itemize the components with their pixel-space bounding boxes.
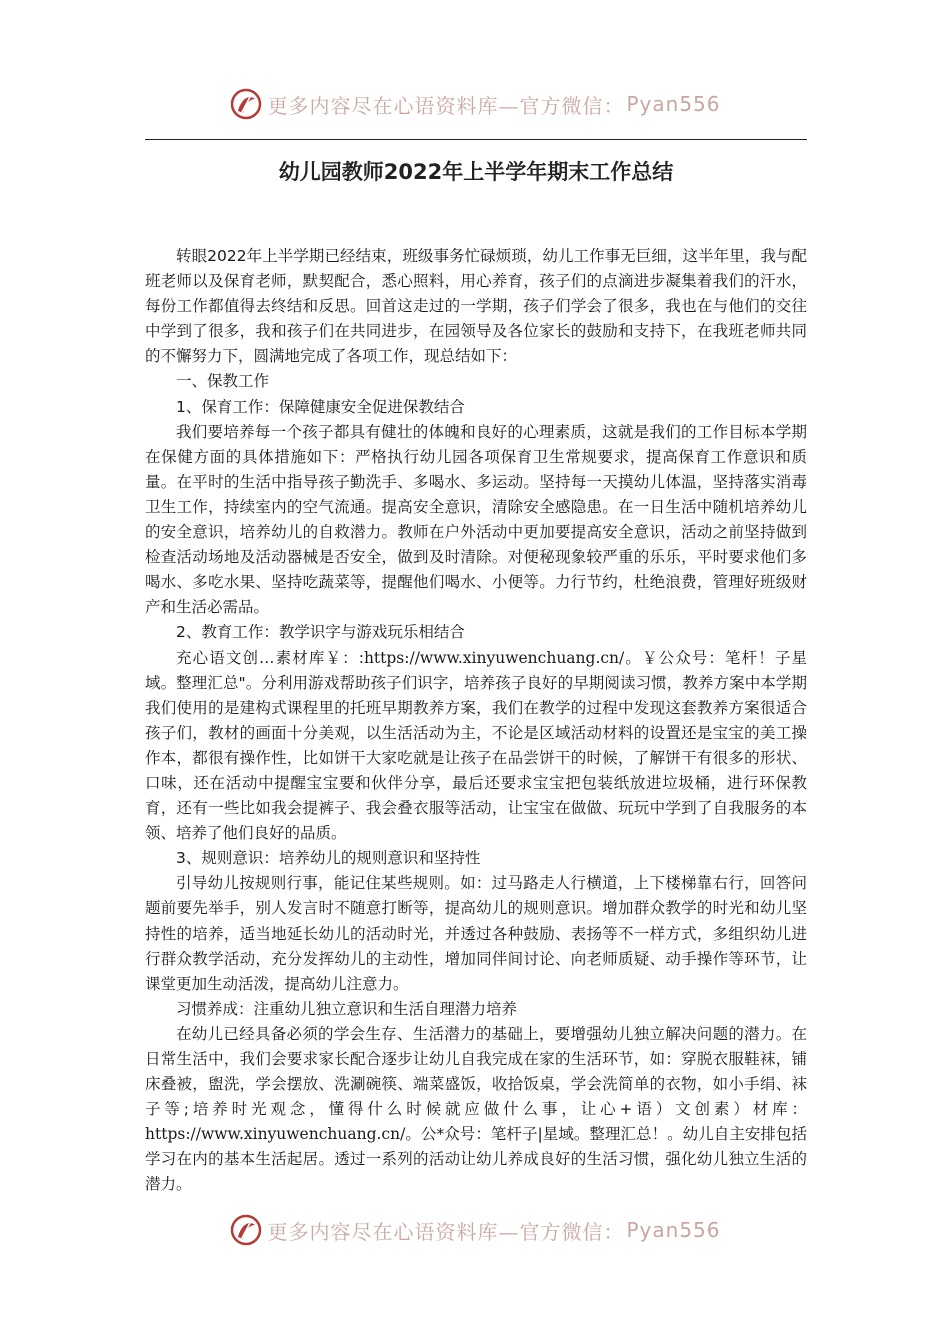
document-title: 幼儿园教师2022年上半学年期末工作总结	[278, 160, 674, 184]
edu-lead-text: 充心语文创…素材库￥：:	[176, 648, 364, 667]
banner-wechat-id: Pyan556	[626, 92, 721, 116]
subheading-care-work: 1、保育工作：保障健康安全促进保教结合	[176, 397, 465, 416]
banner-text: 更多内容尽在心语资料库—官方微信：	[267, 93, 625, 118]
paragraph-education-work	[145, 646, 807, 847]
footer-watermark-banner	[0, 1210, 950, 1250]
habit-url-text: https://www.xinyuwenchuang.cn/	[145, 1125, 406, 1144]
subheading-habit-forming: 习惯养成：注重幼儿独立意识和生活自理潜力培养	[176, 999, 518, 1018]
header-divider	[145, 139, 807, 140]
paragraph-habit-forming	[145, 1022, 807, 1198]
habit-lead-text: 在幼儿已经具备必须的学会生存、生活潜力的基础上，要增强幼儿独立解决问题的潜力。在日常生活中，我们会要求家长配合逐步让幼儿自我完成在家的生活环节，如：穿脱衣服鞋袜，铺床叠被，盥洗，学会摆放、洗涮碗筷、端菜盛饭，收拾饭桌，学会洗简单的衣物，如小手绢、袜子等;培养时光观念，懂得什么时候就应做什么事，让心+语）文创素）材库：	[145, 1024, 807, 1119]
paragraph-care-work: 我们要培养每一个孩子都具有健壮的体魄和良好的心理素质，这就是我们的工作目标本学期在保健方面的具体措施如下：严格执行幼儿园各项保育卫生常规要求，提高保育工作意识和质量。在平时的生活中指导孩子勤洗手、多喝水、多运动。坚持每一天摸幼儿体温，坚持落实消毒卫生工作，持续室内的空气流通。提高安全意识，清除安全感隐患。在一日生活中随机培养幼儿的安全意识，培养幼儿的自救潜力。教师在户外活动中更加要提高安全意识，活动之前坚持做到检查活动场地及活动器械是否安全，做到及时清除。对便秘现象较严重的乐乐，平时要求他们多喝水、多吃水果、坚持吃蔬菜等，提醒他们喝水、小便等。力行节约，杜绝浪费，管理好班级财产和生活必需品。	[145, 422, 807, 617]
banner-text: 更多内容尽在心语资料库—官方微信：	[267, 1219, 625, 1244]
section-heading-care-education: 一、保教工作	[176, 372, 270, 391]
ribbon-logo-icon	[229, 1213, 263, 1247]
edu-rest-text: 。￥公众号：笔杆！子星域。整理汇总"。分利用游戏帮助孩子们识字，培养孩子良好的早期阅读习惯，教养方案中本学期我们使用的是建构式课程里的托班早期教养方案，我们在教学的过程中发现这套教养方案很适合孩子们，教材的画面十分美观，以生活活动为主，不论是区域活动材料的设置还是宝宝的美工操作本，都很有操作性，比如饼干大家吃就是让孩子在品尝饼干的时候，了解饼干有很多的形状、口味，还在活动中提醒宝宝要和伙伴分享，最后还要求宝宝把包装纸放进垃圾桶，进行环保教育，还有一些比如我会提裤子、我会叠衣服等活动，让宝宝在做做、玩玩中学到了自我服务的本领、培养了他们良好的品质。	[145, 648, 807, 843]
edu-url-text: https://www.xinyuwenchuang.cn/	[363, 648, 625, 667]
banner-wechat-id: Pyan556	[626, 1218, 721, 1242]
ribbon-logo-icon	[229, 87, 263, 121]
habit-rest-text: 。公*众号：笔杆子|星域。整理汇总！。幼儿自主安排包括学习在内的基本生活起居。透过一系列的活动让幼儿养成良好的生活习惯，强化幼儿独立生活的潜力。	[145, 1125, 807, 1194]
intro-paragraph: 转眼2022年上半学期已经结束，班级事务忙碌烦琐，幼儿工作事无巨细，这半年里，我与配班老师以及保育老师，默契配合，悉心照料，用心养育，孩子们的点滴进步凝集着我们的汗水，每份工作都值得去终结和反思。回首这走过的一学期，孩子们学会了很多，我也在与他们的交往中学到了很多，我和孩子们在共同进步，在园领导及各位家长的鼓励和支持下，在我班老师共同的不懈努力下，圆满地完成了各项工作，现总结如下：	[145, 247, 807, 366]
subheading-rules-awareness: 3、规则意识：培养幼儿的规则意识和坚持性	[176, 849, 481, 868]
paragraph-rules-awareness: 引导幼儿按规则行事，能记住某些规则。如：过马路走人行横道，上下楼梯靠右行，回答问题前要先举手，别人发言时不随意打断等，提高幼儿的规则意识。增加群众教学的时光和幼儿坚持性的培养，适当地延长幼儿的活动时光，并透过各种鼓励、表扬等不一样方式，多组织幼儿进行群众教学活动，充分发挥幼儿的主动性，增加同伴间讨论、向老师质疑、动手操作等环节，让课堂更加生动活泼，提高幼儿注意力。	[145, 874, 807, 993]
header-watermark-banner	[0, 84, 950, 124]
subheading-education-work: 2、教育工作：教学识字与游戏玩乐相结合	[176, 623, 465, 642]
document-body	[145, 244, 807, 1198]
